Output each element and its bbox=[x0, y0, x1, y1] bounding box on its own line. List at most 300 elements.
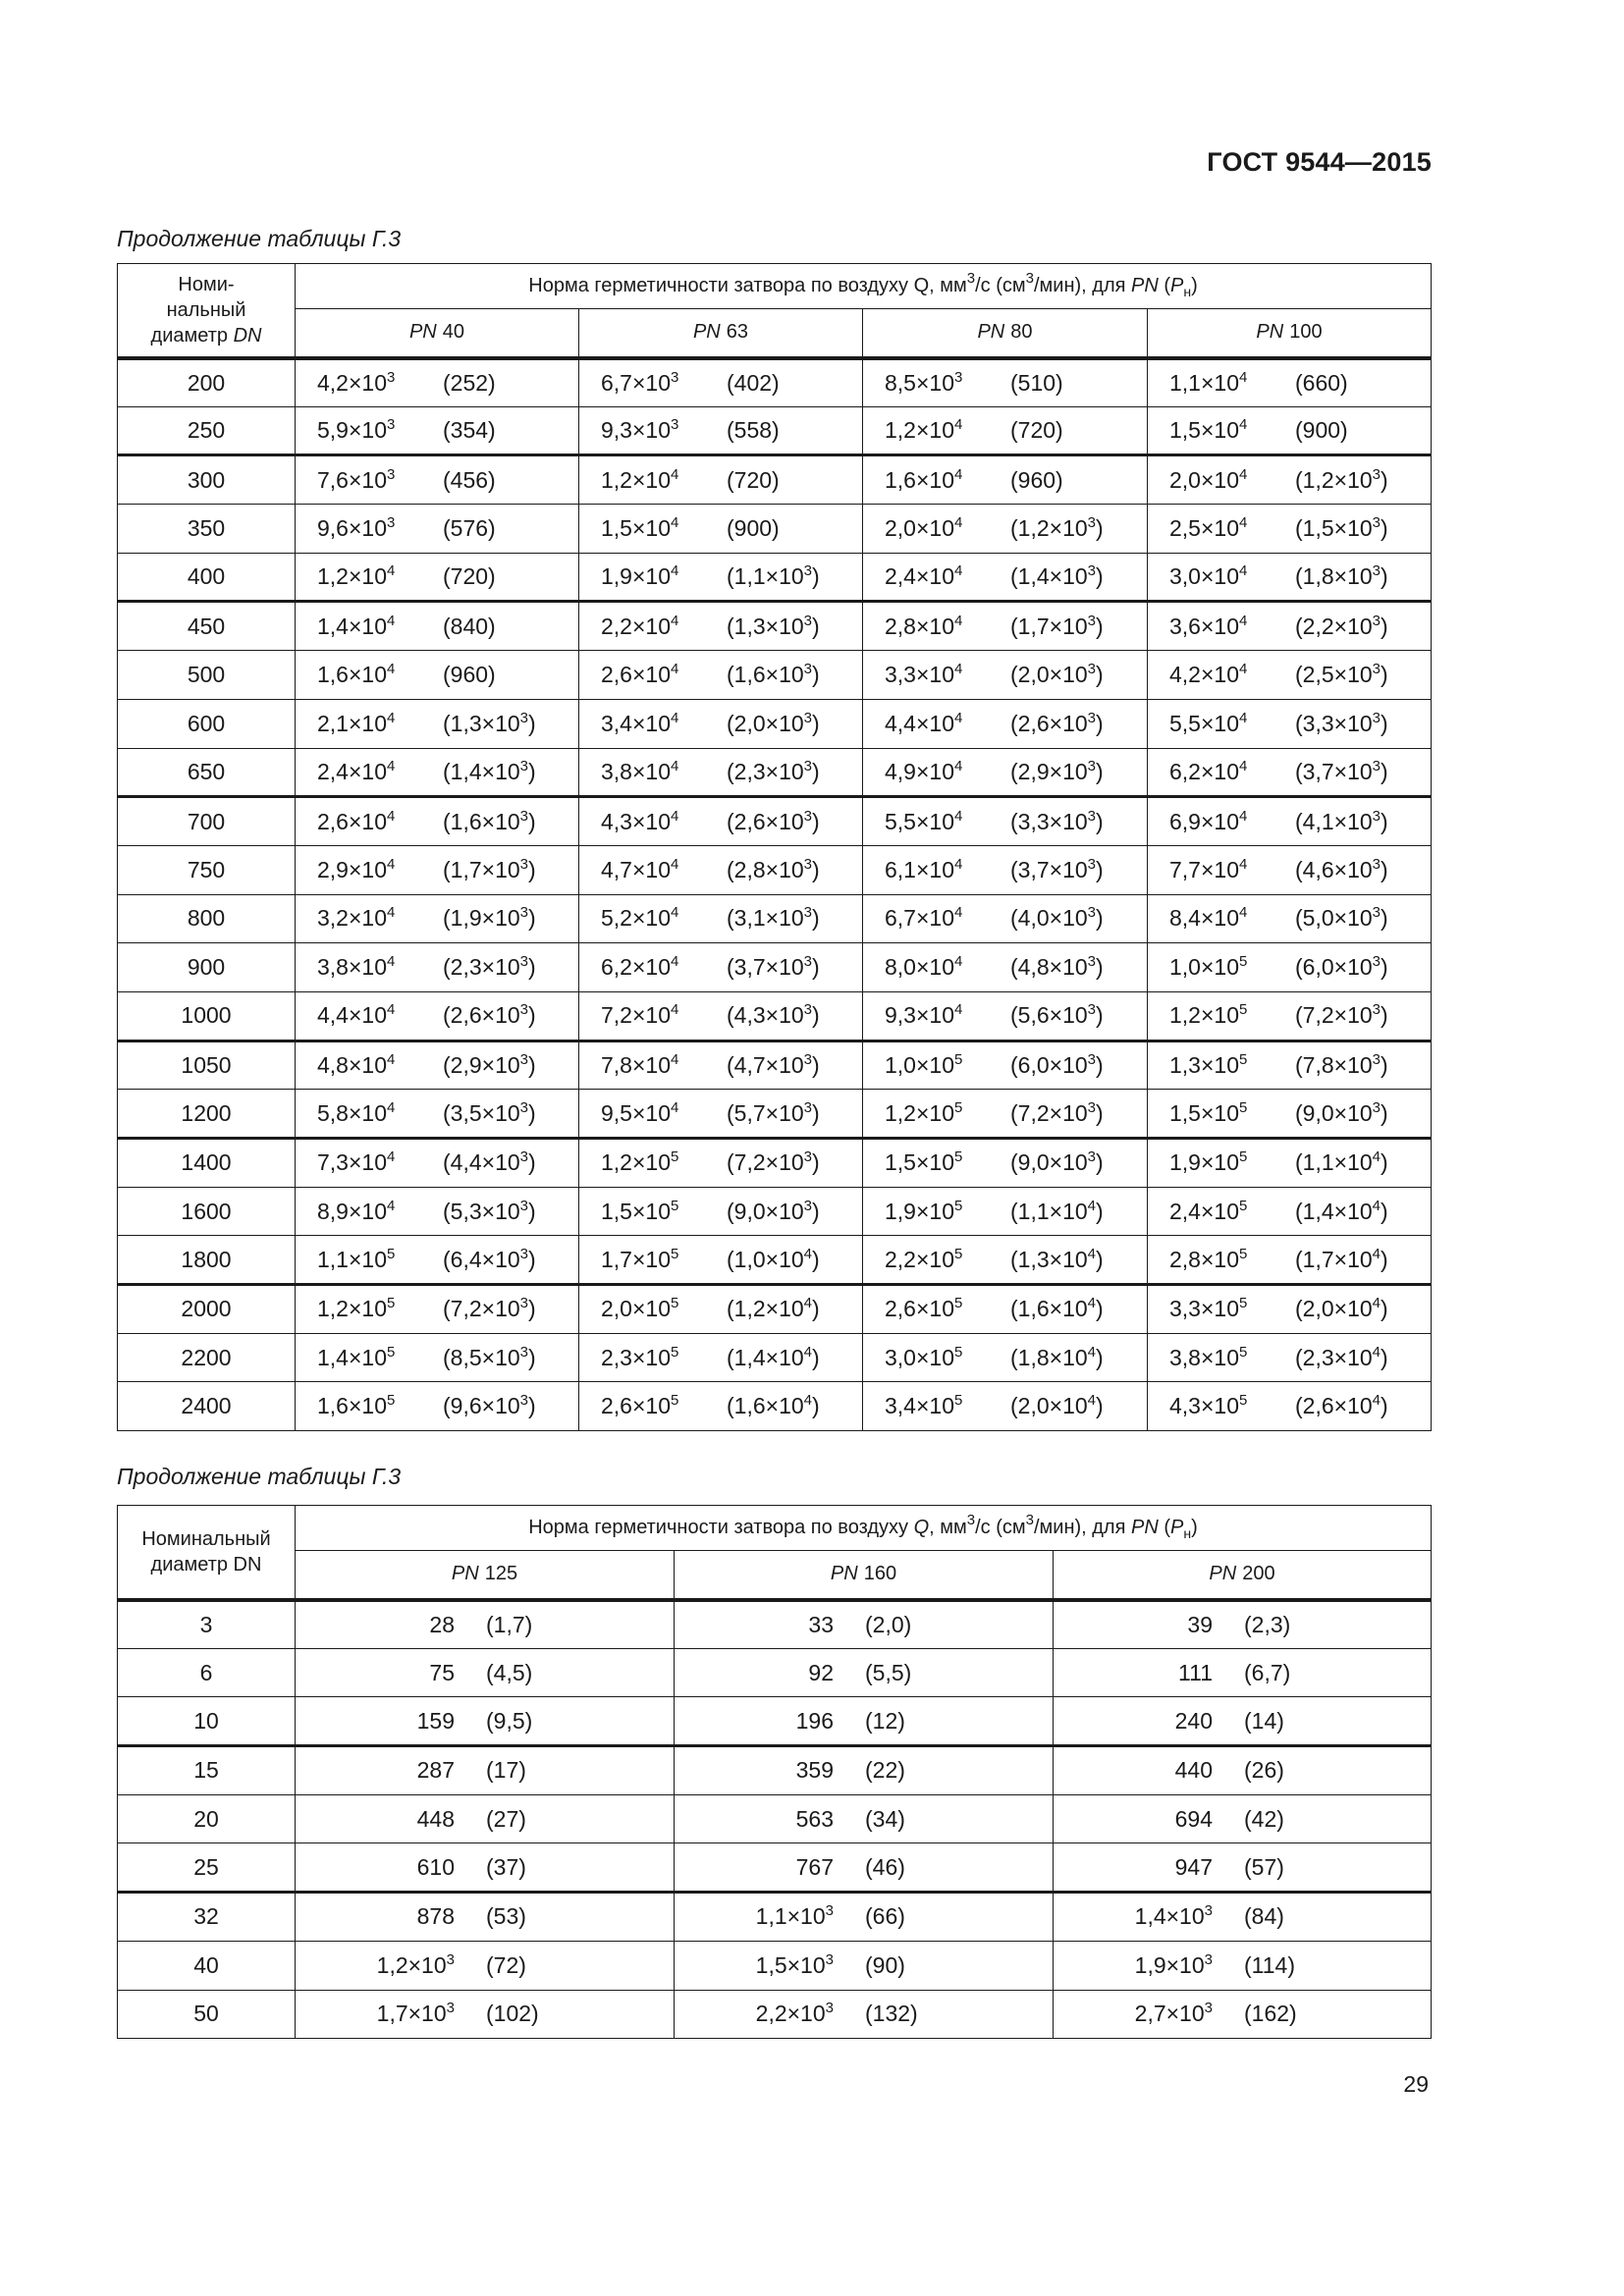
flow-value-per-minute: $(2,3\times 10^4)$ bbox=[1295, 1343, 1388, 1370]
value-cell bbox=[296, 1333, 579, 1382]
table2-col-pn160: PN 160 bbox=[675, 1551, 1054, 1600]
flow-value: $1,2\times 10^4$ bbox=[601, 465, 679, 493]
flow-value-per-minute: $(2,3\times 10^3)$ bbox=[727, 757, 820, 784]
value-cell bbox=[863, 991, 1148, 1041]
value-cell bbox=[1054, 1746, 1432, 1795]
flow-value: 159 bbox=[416, 1707, 455, 1734]
table-row bbox=[118, 845, 1432, 894]
flow-value-per-minute: (42) bbox=[1244, 1805, 1284, 1832]
flow-value: 563 bbox=[795, 1805, 834, 1832]
value-cell bbox=[1148, 699, 1432, 748]
table-row bbox=[118, 358, 1432, 407]
table-row bbox=[118, 1648, 1432, 1697]
flow-value-per-minute: $(1,8\times 10^4)$ bbox=[1010, 1343, 1104, 1370]
flow-value: $2,4\times 10^4$ bbox=[885, 562, 963, 590]
flow-value: $1,2\times 10^5$ bbox=[601, 1148, 679, 1176]
flow-value-per-minute: (510) bbox=[1010, 369, 1063, 396]
value-cell bbox=[1148, 1187, 1432, 1236]
value-cell bbox=[579, 1333, 863, 1382]
flow-value: $3,8\times 10^4$ bbox=[601, 757, 679, 784]
dn-cell: 200 bbox=[118, 358, 296, 407]
value-cell bbox=[296, 699, 579, 748]
flow-value: $7,2\times 10^4$ bbox=[601, 1001, 679, 1029]
flow-value: $2,2\times 10^3$ bbox=[755, 2000, 834, 2027]
value-cell bbox=[579, 699, 863, 748]
table1-col-pn80: PN 80 bbox=[863, 309, 1148, 358]
flow-value: $1,6\times 10^4$ bbox=[317, 660, 396, 687]
value-cell bbox=[1054, 1941, 1432, 1990]
table1-header bbox=[118, 264, 1432, 358]
flow-value-per-minute: (14) bbox=[1244, 1707, 1284, 1734]
table2-caption: Продолжение таблицы Г.3 bbox=[117, 1464, 402, 1489]
flow-value: $2,9\times 10^4$ bbox=[317, 855, 396, 882]
flow-value: $9,5\times 10^4$ bbox=[601, 1098, 679, 1126]
dn-cell: 40 bbox=[118, 1941, 296, 1990]
value-cell bbox=[296, 1041, 579, 1090]
value-cell bbox=[579, 505, 863, 554]
flow-value: $1,5\times 10^4$ bbox=[1169, 416, 1248, 444]
table2 bbox=[117, 1505, 1432, 2039]
flow-value-per-minute: (34) bbox=[865, 1805, 905, 1832]
table-row bbox=[118, 1285, 1432, 1334]
flow-value: $7,8\times 10^4$ bbox=[601, 1050, 679, 1078]
flow-value-per-minute: $(2,2\times 10^3)$ bbox=[1295, 612, 1388, 639]
flow-value-per-minute: $(3,7\times 10^3)$ bbox=[1010, 855, 1104, 882]
flow-value-per-minute: (37) bbox=[486, 1853, 526, 1880]
value-cell bbox=[296, 748, 579, 797]
value-cell bbox=[579, 602, 863, 651]
flow-value-per-minute: $(2,6\times 10^4)$ bbox=[1295, 1392, 1388, 1419]
flow-value: $3,4\times 10^5$ bbox=[885, 1392, 963, 1419]
flow-value-per-minute: (960) bbox=[443, 661, 496, 687]
flow-value: $1,4\times 10^4$ bbox=[317, 612, 396, 639]
flow-value-per-minute: $(4,0\times 10^3)$ bbox=[1010, 904, 1104, 932]
flow-value-per-minute: (26) bbox=[1244, 1757, 1284, 1784]
flow-value: $1,4\times 10^5$ bbox=[317, 1343, 396, 1370]
dn-cell: 900 bbox=[118, 943, 296, 992]
dn-cell: 250 bbox=[118, 406, 296, 455]
value-cell bbox=[1148, 845, 1432, 894]
flow-value: 947 bbox=[1174, 1853, 1213, 1880]
flow-value: $1,9\times 10^3$ bbox=[1134, 1950, 1213, 1978]
value-cell bbox=[296, 1382, 579, 1431]
dn-cell: 600 bbox=[118, 699, 296, 748]
flow-value-per-minute: $(6,0\times 10^3)$ bbox=[1295, 953, 1388, 981]
flow-value-per-minute: $(3,7\times 10^3)$ bbox=[1295, 757, 1388, 784]
value-cell bbox=[863, 1041, 1148, 1090]
flow-value: $9,6\times 10^3$ bbox=[317, 513, 396, 541]
dn-cell: 1000 bbox=[118, 991, 296, 1041]
flow-value-per-minute: $(1,6\times 10^3)$ bbox=[443, 807, 536, 834]
flow-value: 92 bbox=[808, 1659, 834, 1685]
flow-value-per-minute: (456) bbox=[443, 466, 496, 493]
flow-value-per-minute: $(7,2\times 10^3)$ bbox=[443, 1295, 536, 1322]
flow-value: $6,2\times 10^4$ bbox=[601, 953, 679, 981]
table1-body bbox=[118, 358, 1432, 1431]
value-cell bbox=[863, 1285, 1148, 1334]
flow-value-per-minute: (660) bbox=[1295, 369, 1348, 396]
flow-value-per-minute: (46) bbox=[865, 1853, 905, 1880]
value-cell bbox=[296, 1746, 675, 1795]
flow-value: $8,9\times 10^4$ bbox=[317, 1197, 396, 1224]
flow-value-per-minute: $(3,3\times 10^3)$ bbox=[1295, 709, 1388, 736]
value-cell bbox=[675, 1893, 1054, 1942]
value-cell bbox=[863, 1382, 1148, 1431]
flow-value-per-minute: (960) bbox=[1010, 466, 1063, 493]
flow-value: $2,8\times 10^5$ bbox=[1169, 1245, 1248, 1272]
flow-value: $1,2\times 10^4$ bbox=[317, 562, 396, 590]
value-cell bbox=[1148, 1139, 1432, 1188]
flow-value-per-minute: $(1,1\times 10^4)$ bbox=[1295, 1148, 1388, 1176]
flow-value: 440 bbox=[1174, 1757, 1213, 1784]
flow-value-per-minute: (720) bbox=[443, 563, 496, 590]
flow-value: $1,7\times 10^3$ bbox=[376, 2000, 455, 2027]
flow-value: $1,2\times 10^4$ bbox=[885, 416, 963, 444]
value-cell bbox=[1054, 1648, 1432, 1697]
dn-cell: 32 bbox=[118, 1893, 296, 1942]
value-cell bbox=[296, 1187, 579, 1236]
flow-value-per-minute: $(1,4\times 10^3)$ bbox=[443, 757, 536, 784]
flow-value-per-minute: (252) bbox=[443, 369, 496, 396]
flow-value: $2,4\times 10^5$ bbox=[1169, 1197, 1248, 1224]
flow-value-per-minute: $(2,6\times 10^3)$ bbox=[727, 807, 820, 834]
flow-value-per-minute: $(8,5\times 10^3)$ bbox=[443, 1343, 536, 1370]
value-cell bbox=[1148, 651, 1432, 700]
page-number: 29 bbox=[1403, 2071, 1429, 2097]
flow-value: $3,0\times 10^4$ bbox=[1169, 562, 1248, 590]
flow-value: $8,0\times 10^4$ bbox=[885, 953, 963, 981]
flow-value: $1,0\times 10^5$ bbox=[1169, 953, 1248, 981]
value-cell bbox=[579, 943, 863, 992]
table2-col-pn125: PN 125 bbox=[296, 1551, 675, 1600]
table-row bbox=[118, 797, 1432, 846]
flow-value-per-minute: (4,5) bbox=[486, 1659, 533, 1685]
flow-value-per-minute: (132) bbox=[865, 2001, 918, 2027]
flow-value: $3,2\times 10^4$ bbox=[317, 904, 396, 932]
flow-value-per-minute: $(1,3\times 10^3)$ bbox=[443, 709, 536, 736]
table1-dn-header: Номи- нальный диаметр DN bbox=[118, 264, 296, 358]
table1-col-pn40: PN 40 bbox=[296, 309, 579, 358]
value-cell bbox=[296, 845, 579, 894]
dn-cell: 500 bbox=[118, 651, 296, 700]
flow-value: $1,5\times 10^4$ bbox=[601, 513, 679, 541]
flow-value: $4,3\times 10^5$ bbox=[1169, 1392, 1248, 1419]
flow-value: $1,6\times 10^4$ bbox=[885, 465, 963, 493]
value-cell bbox=[579, 1139, 863, 1188]
flow-value: $1,9\times 10^5$ bbox=[1169, 1148, 1248, 1176]
flow-value-per-minute: (900) bbox=[1295, 417, 1348, 444]
flow-value: $1,1\times 10^5$ bbox=[317, 1245, 396, 1272]
value-cell bbox=[863, 1236, 1148, 1285]
table-row bbox=[118, 1090, 1432, 1139]
flow-value-per-minute: $(2,3\times 10^3)$ bbox=[443, 953, 536, 981]
flow-value: $3,3\times 10^5$ bbox=[1169, 1295, 1248, 1322]
value-cell bbox=[579, 1382, 863, 1431]
table-row bbox=[118, 1697, 1432, 1746]
flow-value-per-minute: (900) bbox=[727, 514, 780, 541]
value-cell bbox=[579, 991, 863, 1041]
flow-value: $2,6\times 10^4$ bbox=[317, 807, 396, 834]
table-row bbox=[118, 1236, 1432, 1285]
flow-value-per-minute: (72) bbox=[486, 1951, 526, 1978]
flow-value: $1,1\times 10^3$ bbox=[755, 1902, 834, 1930]
value-cell bbox=[1054, 1990, 1432, 2039]
flow-value: $2,0\times 10^4$ bbox=[1169, 465, 1248, 493]
flow-value: $7,3\times 10^4$ bbox=[317, 1148, 396, 1176]
value-cell bbox=[1054, 1697, 1432, 1746]
flow-value: 448 bbox=[416, 1805, 455, 1832]
flow-value-per-minute: $(7,2\times 10^3)$ bbox=[727, 1148, 820, 1176]
flow-value: $8,4\times 10^4$ bbox=[1169, 904, 1248, 932]
flow-value: $6,2\times 10^4$ bbox=[1169, 757, 1248, 784]
flow-value: $1,5\times 10^5$ bbox=[601, 1197, 679, 1224]
value-cell bbox=[675, 1746, 1054, 1795]
flow-value: $5,8\times 10^4$ bbox=[317, 1098, 396, 1126]
flow-value: $5,5\times 10^4$ bbox=[1169, 709, 1248, 736]
flow-value: $2,6\times 10^5$ bbox=[601, 1392, 679, 1419]
value-cell bbox=[863, 943, 1148, 992]
table-row bbox=[118, 1382, 1432, 1431]
flow-value: $4,9\times 10^4$ bbox=[885, 757, 963, 784]
table-row bbox=[118, 991, 1432, 1041]
flow-value-per-minute: $(7,8\times 10^3)$ bbox=[1295, 1050, 1388, 1078]
value-cell bbox=[579, 1090, 863, 1139]
dn-cell: 1600 bbox=[118, 1187, 296, 1236]
flow-value-per-minute: $(2,6\times 10^3)$ bbox=[1010, 709, 1104, 736]
value-cell bbox=[863, 358, 1148, 407]
flow-value: 878 bbox=[416, 1903, 455, 1930]
table2-group-header: Норма герметичности затвора по воздуху Q, $мм^3/с$ $(см^3/мин)$, для PN $(P_н)$ bbox=[296, 1506, 1432, 1551]
flow-value-per-minute: (12) bbox=[865, 1707, 905, 1734]
flow-value-per-minute: $(9,0\times 10^3)$ bbox=[727, 1197, 820, 1224]
value-cell bbox=[296, 358, 579, 407]
flow-value: 240 bbox=[1174, 1707, 1213, 1734]
flow-value-per-minute: $(1,3\times 10^3)$ bbox=[727, 612, 820, 639]
value-cell bbox=[296, 553, 579, 602]
dn-cell: 650 bbox=[118, 748, 296, 797]
flow-value-per-minute: $(1,9\times 10^3)$ bbox=[443, 904, 536, 932]
flow-value: $1,1\times 10^4$ bbox=[1169, 368, 1248, 396]
value-cell bbox=[675, 1794, 1054, 1843]
flow-value-per-minute: $(1,2\times 10^4)$ bbox=[727, 1295, 820, 1322]
flow-value-per-minute: $(1,7\times 10^3)$ bbox=[1010, 612, 1104, 639]
flow-value: 287 bbox=[416, 1757, 455, 1784]
flow-value-per-minute: $(2,6\times 10^3)$ bbox=[443, 1001, 536, 1029]
flow-value-per-minute: $(4,6\times 10^3)$ bbox=[1295, 855, 1388, 882]
value-cell bbox=[579, 358, 863, 407]
flow-value: $1,2\times 10^5$ bbox=[1169, 1001, 1248, 1029]
flow-value-per-minute: (27) bbox=[486, 1805, 526, 1832]
flow-value-per-minute: $(5,3\times 10^3)$ bbox=[443, 1197, 536, 1224]
flow-value: $6,7\times 10^4$ bbox=[885, 904, 963, 932]
value-cell bbox=[863, 505, 1148, 554]
table-row bbox=[118, 1941, 1432, 1990]
value-cell bbox=[863, 455, 1148, 505]
flow-value: $1,9\times 10^5$ bbox=[885, 1197, 963, 1224]
flow-value: $2,0\times 10^5$ bbox=[601, 1295, 679, 1322]
flow-value-per-minute: $(1,7\times 10^3)$ bbox=[443, 855, 536, 882]
value-cell bbox=[1148, 894, 1432, 943]
flow-value: $1,3\times 10^5$ bbox=[1169, 1050, 1248, 1078]
flow-value-per-minute: $(2,0\times 10^4)$ bbox=[1010, 1392, 1104, 1419]
flow-value: $1,4\times 10^3$ bbox=[1134, 1902, 1213, 1930]
dn-cell: 450 bbox=[118, 602, 296, 651]
value-cell bbox=[1054, 1843, 1432, 1893]
flow-value: 359 bbox=[795, 1757, 834, 1784]
value-cell bbox=[579, 845, 863, 894]
dn-cell: 300 bbox=[118, 455, 296, 505]
table1-group-header: Норма герметичности затвора по воздуху Q, $мм^3/с$ $(см^3/мин)$, для PN $(P_н)$ bbox=[296, 264, 1432, 309]
flow-value: $1,9\times 10^4$ bbox=[601, 562, 679, 590]
flow-value: $1,2\times 10^5$ bbox=[317, 1295, 396, 1322]
document-code: ГОСТ 9544—2015 bbox=[1207, 147, 1432, 177]
value-cell bbox=[296, 1990, 675, 2039]
flow-value: 767 bbox=[795, 1853, 834, 1880]
value-cell bbox=[296, 1600, 675, 1649]
table-row bbox=[118, 505, 1432, 554]
value-cell bbox=[1148, 553, 1432, 602]
flow-value: $2,2\times 10^5$ bbox=[885, 1245, 963, 1272]
flow-value: 610 bbox=[416, 1853, 455, 1880]
table-row bbox=[118, 748, 1432, 797]
value-cell bbox=[1148, 358, 1432, 407]
flow-value: $6,1\times 10^4$ bbox=[885, 855, 963, 882]
flow-value-per-minute: $(3,5\times 10^3)$ bbox=[443, 1098, 536, 1126]
value-cell bbox=[863, 699, 1148, 748]
flow-value: $4,7\times 10^4$ bbox=[601, 855, 679, 882]
flow-value-per-minute: (162) bbox=[1244, 2001, 1297, 2027]
flow-value-per-minute: (66) bbox=[865, 1903, 905, 1930]
flow-value: $3,0\times 10^5$ bbox=[885, 1343, 963, 1370]
flow-value: $4,8\times 10^4$ bbox=[317, 1050, 396, 1078]
table-row bbox=[118, 602, 1432, 651]
value-cell bbox=[863, 553, 1148, 602]
flow-value-per-minute: $(9,0\times 10^3)$ bbox=[1010, 1148, 1104, 1176]
value-cell bbox=[296, 797, 579, 846]
flow-value: $1,6\times 10^5$ bbox=[317, 1392, 396, 1419]
flow-value: $5,5\times 10^4$ bbox=[885, 807, 963, 834]
flow-value-per-minute: $(1,4\times 10^3)$ bbox=[1010, 562, 1104, 590]
table-row bbox=[118, 1041, 1432, 1090]
flow-value-per-minute: $(4,3\times 10^3)$ bbox=[727, 1001, 820, 1029]
value-cell bbox=[579, 651, 863, 700]
value-cell bbox=[863, 651, 1148, 700]
value-cell bbox=[579, 748, 863, 797]
table2-body bbox=[118, 1600, 1432, 2039]
flow-value-per-minute: $(5,7\times 10^3)$ bbox=[727, 1098, 820, 1126]
dn-cell: 2000 bbox=[118, 1285, 296, 1334]
value-cell bbox=[296, 505, 579, 554]
flow-value-per-minute: $(2,5\times 10^3)$ bbox=[1295, 660, 1388, 687]
value-cell bbox=[1054, 1794, 1432, 1843]
flow-value-per-minute: (840) bbox=[443, 613, 496, 639]
value-cell bbox=[863, 406, 1148, 455]
table-row bbox=[118, 1794, 1432, 1843]
flow-value: $1,2\times 10^3$ bbox=[376, 1950, 455, 1978]
value-cell bbox=[579, 455, 863, 505]
flow-value-per-minute: $(5,0\times 10^3)$ bbox=[1295, 904, 1388, 932]
flow-value: $7,7\times 10^4$ bbox=[1169, 855, 1248, 882]
value-cell bbox=[296, 1843, 675, 1893]
flow-value-per-minute: (17) bbox=[486, 1757, 526, 1784]
flow-value-per-minute: $(2,0\times 10^4)$ bbox=[1295, 1295, 1388, 1322]
value-cell bbox=[675, 1697, 1054, 1746]
flow-value-per-minute: $(3,3\times 10^3)$ bbox=[1010, 807, 1104, 834]
value-cell bbox=[1054, 1893, 1432, 1942]
flow-value-per-minute: (558) bbox=[727, 417, 780, 444]
flow-value-per-minute: $(1,6\times 10^4)$ bbox=[1010, 1295, 1104, 1322]
flow-value-per-minute: $(7,2\times 10^3)$ bbox=[1010, 1098, 1104, 1126]
value-cell bbox=[579, 1041, 863, 1090]
flow-value: $1,5\times 10^3$ bbox=[755, 1950, 834, 1978]
flow-value-per-minute: (84) bbox=[1244, 1903, 1284, 1930]
flow-value-per-minute: $(1,1\times 10^4)$ bbox=[1010, 1197, 1104, 1224]
flow-value: 75 bbox=[429, 1659, 455, 1685]
flow-value-per-minute: $(2,9\times 10^3)$ bbox=[443, 1050, 536, 1078]
flow-value-per-minute: (5,5) bbox=[865, 1659, 912, 1685]
flow-value-per-minute: $(2,9\times 10^3)$ bbox=[1010, 757, 1104, 784]
value-cell bbox=[579, 797, 863, 846]
value-cell bbox=[1148, 505, 1432, 554]
flow-value-per-minute: (354) bbox=[443, 417, 496, 444]
flow-value-per-minute: (2,3) bbox=[1244, 1611, 1291, 1637]
flow-value-per-minute: (6,7) bbox=[1244, 1659, 1291, 1685]
flow-value: $1,7\times 10^5$ bbox=[601, 1245, 679, 1272]
flow-value: $2,4\times 10^4$ bbox=[317, 757, 396, 784]
flow-value: $2,7\times 10^3$ bbox=[1134, 2000, 1213, 2027]
flow-value-per-minute: $(6,0\times 10^3)$ bbox=[1010, 1050, 1104, 1078]
value-cell bbox=[296, 1285, 579, 1334]
value-cell bbox=[675, 1990, 1054, 2039]
flow-value-per-minute: (2,0) bbox=[865, 1611, 912, 1637]
flow-value-per-minute: $(1,2\times 10^3)$ bbox=[1295, 465, 1388, 493]
flow-value-per-minute: $(1,1\times 10^3)$ bbox=[727, 562, 820, 590]
value-cell bbox=[296, 991, 579, 1041]
value-cell bbox=[579, 553, 863, 602]
flow-value-per-minute: (22) bbox=[865, 1757, 905, 1784]
table1-col-pn100: PN 100 bbox=[1148, 309, 1432, 358]
dn-cell: 700 bbox=[118, 797, 296, 846]
table-row bbox=[118, 1333, 1432, 1382]
flow-value-per-minute: (9,5) bbox=[486, 1707, 533, 1734]
flow-value: $3,6\times 10^4$ bbox=[1169, 612, 1248, 639]
flow-value: $2,6\times 10^4$ bbox=[601, 660, 679, 687]
flow-value: $3,8\times 10^5$ bbox=[1169, 1343, 1248, 1370]
dn-cell: 750 bbox=[118, 845, 296, 894]
table1 bbox=[117, 263, 1432, 1431]
dn-cell: 1800 bbox=[118, 1236, 296, 1285]
flow-value-per-minute: (576) bbox=[443, 514, 496, 541]
table1-col-pn63: PN 63 bbox=[579, 309, 863, 358]
flow-value: $1,5\times 10^5$ bbox=[1169, 1098, 1248, 1126]
value-cell bbox=[1148, 1285, 1432, 1334]
flow-value-per-minute: $(1,2\times 10^3)$ bbox=[1010, 513, 1104, 541]
dn-cell: 15 bbox=[118, 1746, 296, 1795]
flow-value-per-minute: $(4,4\times 10^3)$ bbox=[443, 1148, 536, 1176]
flow-value-per-minute: $(1,6\times 10^4)$ bbox=[727, 1392, 820, 1419]
value-cell bbox=[1148, 797, 1432, 846]
value-cell bbox=[296, 1794, 675, 1843]
flow-value: 694 bbox=[1174, 1805, 1213, 1832]
dn-cell: 2400 bbox=[118, 1382, 296, 1431]
value-cell bbox=[296, 943, 579, 992]
flow-value-per-minute: $(5,6\times 10^3)$ bbox=[1010, 1001, 1104, 1029]
table-row bbox=[118, 1746, 1432, 1795]
value-cell bbox=[296, 1941, 675, 1990]
value-cell bbox=[1148, 406, 1432, 455]
value-cell bbox=[296, 406, 579, 455]
value-cell bbox=[1148, 748, 1432, 797]
